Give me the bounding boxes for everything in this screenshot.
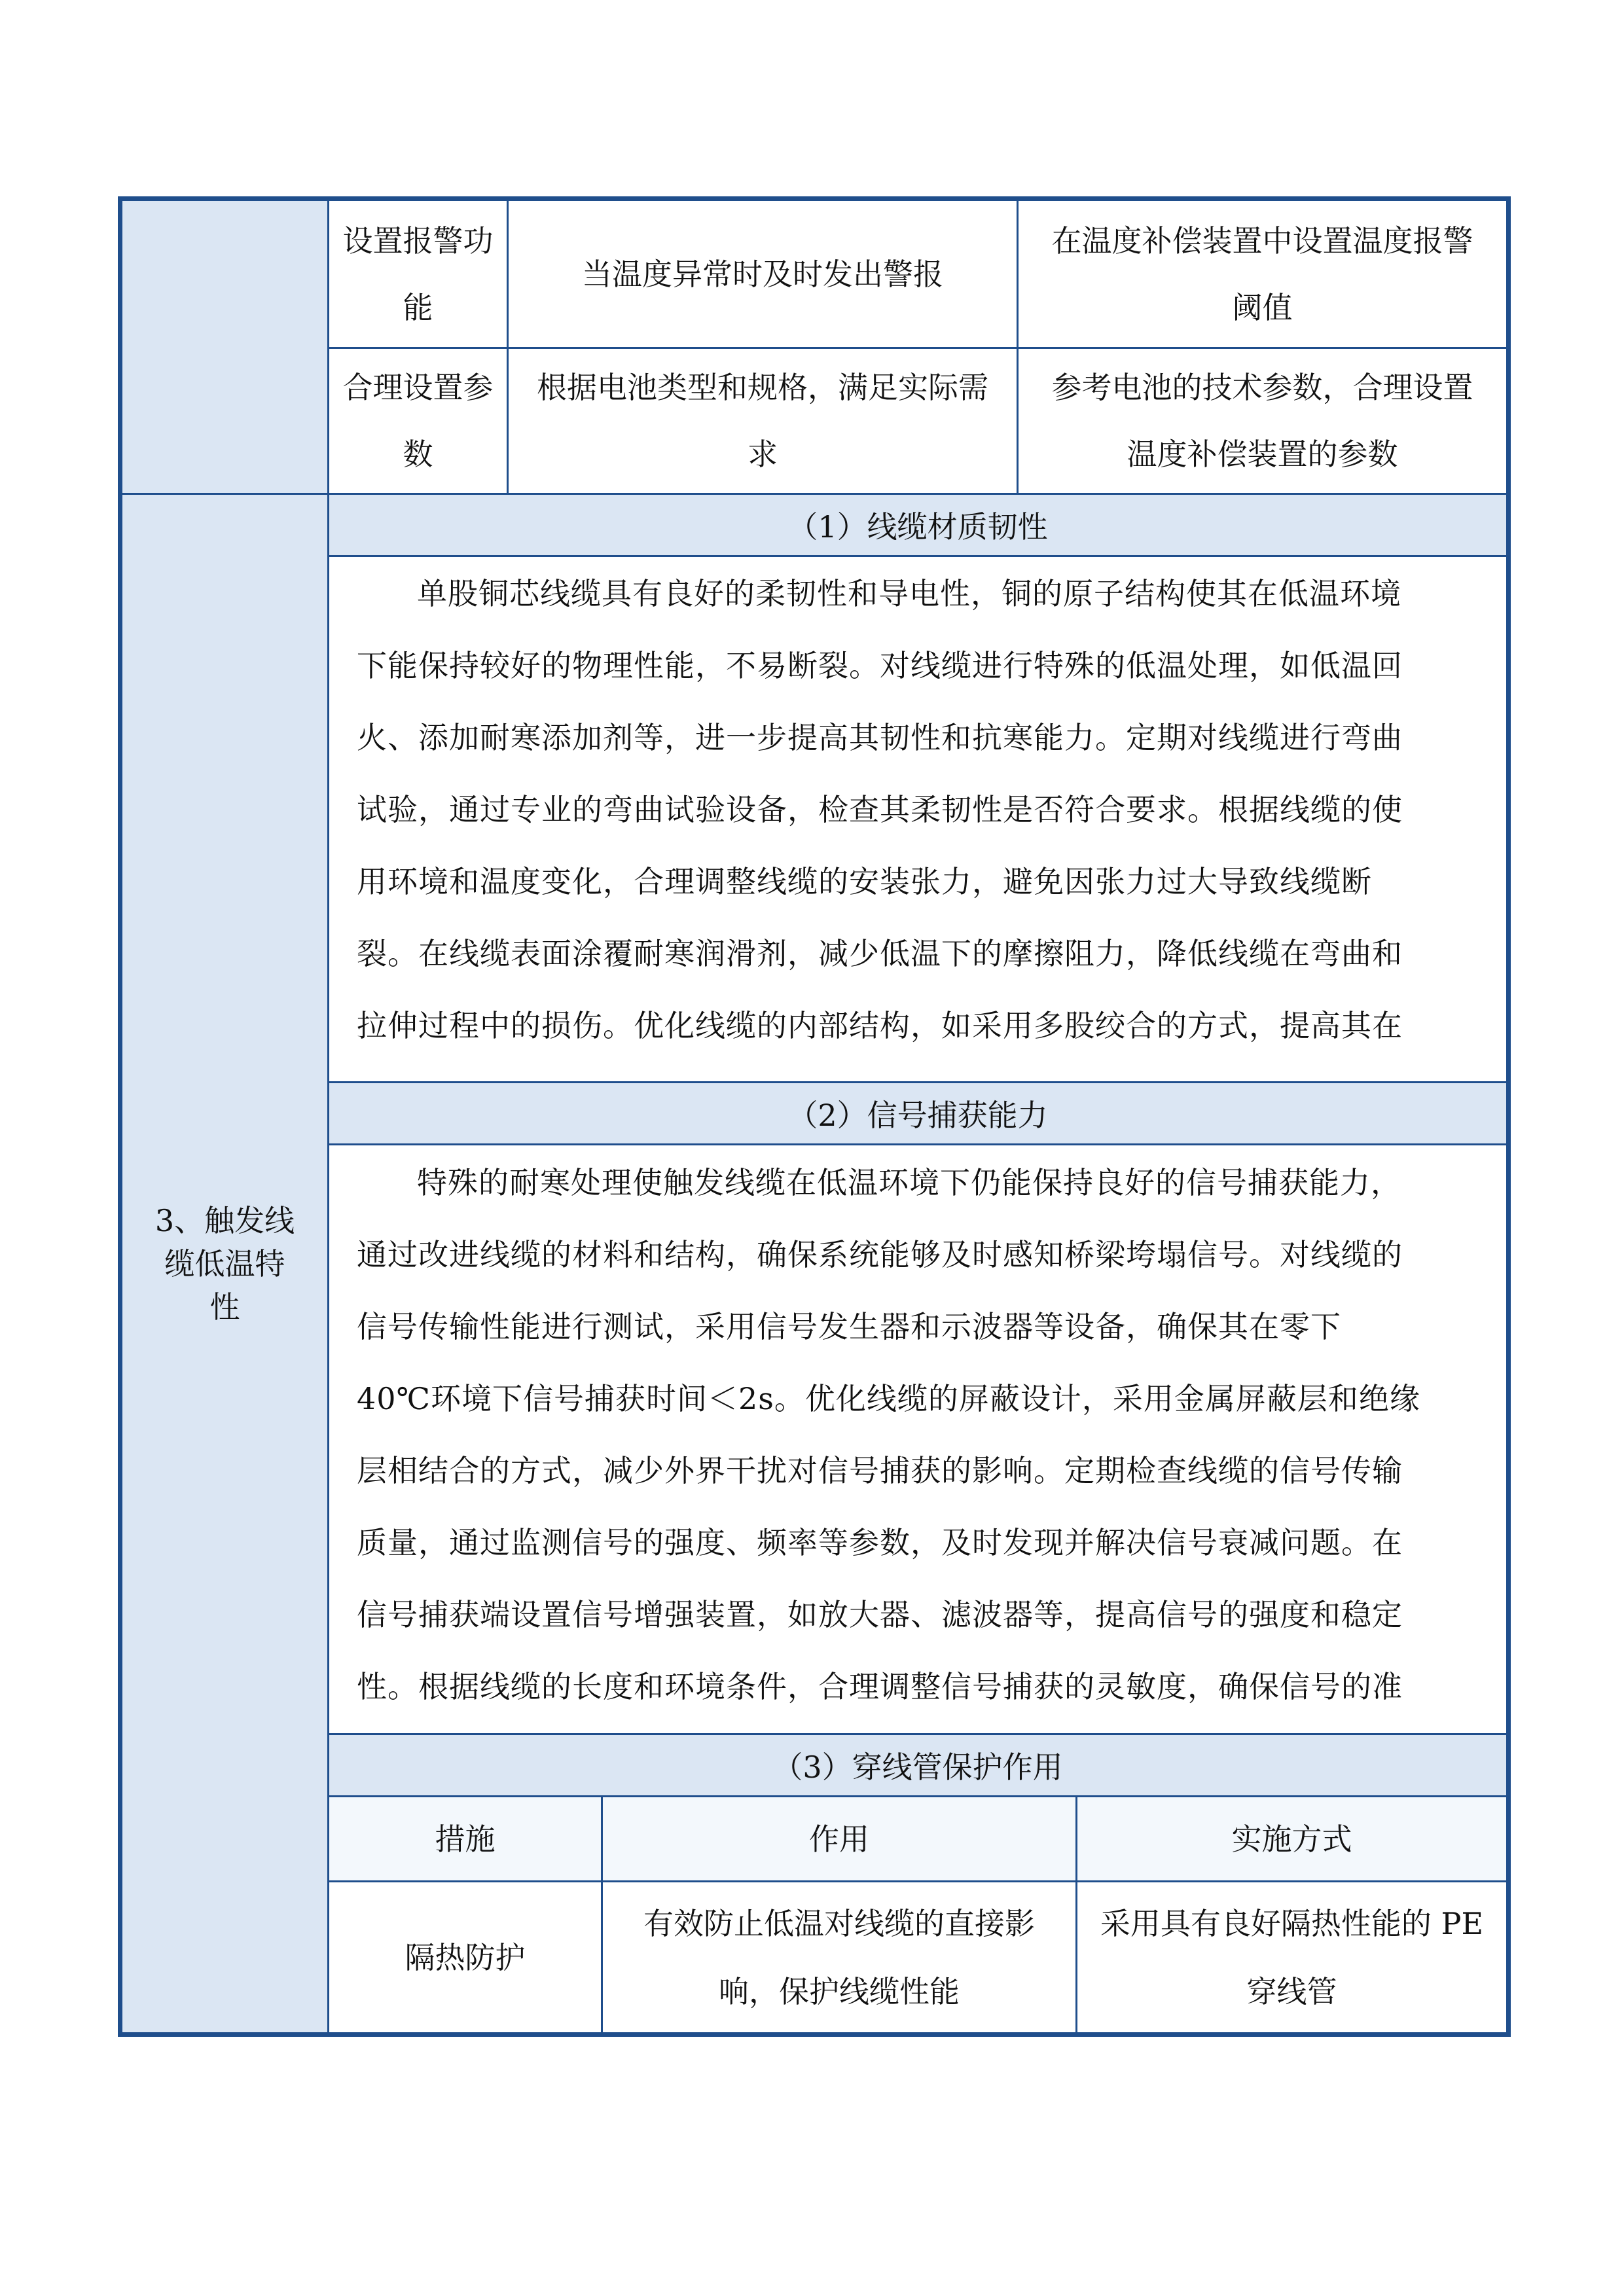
sub2-line: 40℃环境下信号捕获时间＜2s。优化线缆的屏蔽设计，采用金属屏蔽层和绝缘 — [357, 1381, 1420, 1416]
row2-method-line1: 参考电池的技术参数，合理设置 — [1051, 370, 1473, 405]
sub1-line: 下能保持较好的物理性能，不易断裂。对线缆进行特殊的低温处理，如低温回 — [357, 648, 1403, 683]
sub2-line: 通过改进线缆的材料和结构，确保系统能够及时感知桥梁垮塌信号。对线缆的 — [357, 1237, 1403, 1272]
sub3-row-method-line1: 采用具有良好隔热性能的 PE — [1100, 1905, 1484, 1941]
sub1-header-divider — [327, 555, 1506, 557]
sub2-paragraph — [357, 1147, 1489, 1795]
sub2-line: 信号传输性能进行测试，采用信号发生器和示波器等设备，确保其在零下 — [357, 1309, 1341, 1344]
sub1-paragraph — [357, 558, 1489, 1134]
sub2-line: 信号捕获端设置信号增强装置，如放大器、滤波器等，提高信号的强度和稳定 — [357, 1597, 1403, 1632]
sub3-row-purpose — [603, 1882, 1075, 2032]
sub3-header-method — [1077, 1797, 1506, 1880]
sub2-header — [329, 1083, 1506, 1143]
sub2-line: 特殊的耐寒处理使触发线缆在低温环境下仍能保持良好的信号捕获能力， — [417, 1165, 1401, 1200]
row1-measure-line2: 能 — [403, 289, 433, 325]
sub3-header-purpose — [603, 1797, 1075, 1880]
row2-method-line2: 温度补偿装置的参数 — [1127, 437, 1398, 472]
sub3-header-measure-text: 措施 — [435, 1821, 496, 1857]
sub1-line: 裂。在线缆表面涂覆耐寒润滑剂，减少低温下的摩擦阻力，降低线缆在弯曲和 — [357, 936, 1403, 971]
section3-label-line2: 缆低温特 — [164, 1246, 285, 1282]
sub3-row-method — [1077, 1882, 1506, 2032]
row2-purpose-line2: 求 — [748, 437, 778, 472]
sub1-line: 拉伸过程中的损伤。优化线缆的内部结构，如采用多股绞合的方式，提高其在 — [357, 1008, 1403, 1043]
row1-method — [1019, 201, 1506, 347]
row2-measure-line2: 数 — [403, 437, 433, 472]
sub1-line: 用环境和温度变化，合理调整线缆的安装张力，避免因张力过大导致线缆断 — [357, 864, 1372, 899]
sub3-header-measure — [329, 1797, 601, 1880]
sub2-line: 质量，通过监测信号的强度、频率等参数，及时发现并解决信号衰减问题。在 — [357, 1525, 1403, 1560]
row1-purpose — [509, 201, 1017, 347]
row2-method — [1019, 349, 1506, 493]
sub1-title: （1）线缆材质韧性 — [787, 509, 1048, 545]
sub2-title: （2）信号捕获能力 — [787, 1098, 1048, 1133]
sub3-title: （3）穿线管保护作用 — [772, 1749, 1063, 1785]
row1-measure — [329, 201, 507, 347]
sub2-header-divider — [327, 1143, 1506, 1145]
row1-purpose-line1: 当温度异常时及时发出警报 — [582, 256, 943, 292]
sub3-row-method-line2: 穿线管 — [1246, 1973, 1337, 2009]
sub1-line: 试验，通过专业的弯曲试验设备，检查其柔韧性是否符合要求。根据线缆的使 — [357, 792, 1403, 827]
sub3-row-purpose-line1: 有效防止低温对线缆的直接影 — [643, 1905, 1035, 1941]
row2-measure — [329, 349, 507, 493]
row2-purpose — [509, 349, 1017, 493]
sub1-line: 单股铜芯线缆具有良好的柔韧性和导电性，铜的原子结构使其在低温环境 — [417, 576, 1401, 611]
sub1-line: 火、添加耐寒添加剂等，进一步提高其韧性和抗寒能力。定期对线缆进行弯曲 — [357, 720, 1403, 755]
sub3-row-purpose-line2: 响，保护线缆性能 — [719, 1973, 960, 2009]
sub3-header — [329, 1735, 1506, 1795]
sub3-header-method-text: 实施方式 — [1231, 1821, 1352, 1857]
row2-measure-line1: 合理设置参 — [342, 370, 494, 405]
sub3-row-measure — [329, 1882, 601, 2032]
sub2-line: 性。根据线缆的长度和环境条件，合理调整信号捕获的灵敏度，确保信号的准 — [357, 1669, 1403, 1704]
sub2-line: 层相结合的方式，减少外界干扰对信号捕获的影响。定期检查线缆的信号传输 — [357, 1453, 1403, 1488]
sub1-header — [329, 495, 1506, 555]
row1-method-line1: 在温度补偿装置中设置温度报警 — [1051, 223, 1473, 259]
sub3-row-measure-text: 隔热防护 — [405, 1939, 526, 1975]
section3-label-line1: 3、触发线 — [154, 1202, 295, 1238]
row1-measure-line1: 设置报警功 — [342, 223, 494, 259]
section3-label — [122, 495, 327, 2032]
sub3-header-purpose-text: 作用 — [809, 1821, 869, 1857]
section3-label-line3: 性 — [209, 1289, 240, 1325]
row2-purpose-line1: 根据电池类型和规格，满足实际需 — [537, 370, 988, 405]
row1-method-line2: 阈值 — [1232, 289, 1293, 325]
